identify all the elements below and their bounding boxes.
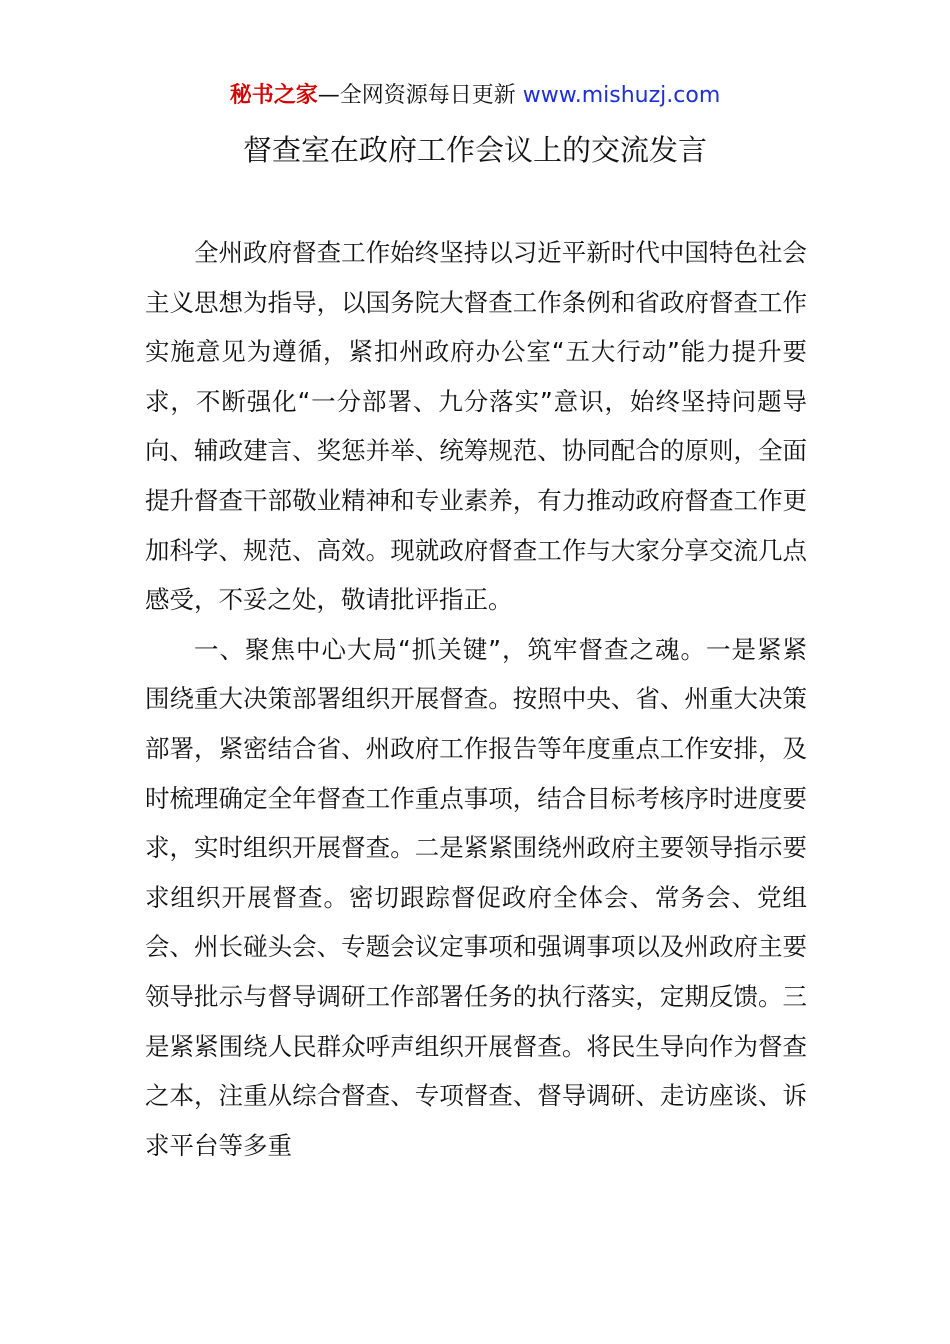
- brand-name: 秘书之家: [229, 83, 318, 108]
- document-body: [145, 228, 807, 1170]
- paragraph-section-one: 一、聚焦中心大局“抓关键”，筑牢督查之魂。一是紧紧围绕重大决策部署组织开展督查。按照中央、省、州重大决策部署，紧密结合省、州政府工作报告等年度重点工作安排，及时梳理确定全年督查工作重点事项，结合目标考核序时进度要求，实时组织开展督查。二是紧紧围绕州政府主要领导指示要求组织开展督查。密切跟踪督促政府全体会、常务会、党组会、州长碰头会、专题会议定事项和强调事项以及州政府主要领导批示与督导调研工作部署任务的执行落实，定期反馈。三是紧紧围绕人民群众呼声组织开展督查。将民生导向作为督查之本，注重从综合督查、专项督查、督导调研、走访座谈、诉求平台等多重: [145, 634, 807, 1160]
- paragraph-intro: 全州政府督查工作始终坚持以习近平新时代中国特色社会主义思想为指导，以国务院大督查工作条例和省政府督查工作实施意见为遵循，紧扣州政府办公室“五大行动”能力提升要求，不断强化“一分部署、九分落实”意识，始终坚持问题导向、辅政建言、奖惩并举、统筹规范、协同配合的原则，全面提升督查干部敬业精神和专业素养，有力推动政府督查工作更加科学、规范、高效。现就政府督查工作与大家分享交流几点感受，不妥之处，敬请批评指正。: [145, 238, 807, 615]
- site-url[interactable]: www.mishuzj.com: [522, 83, 721, 108]
- site-header: [0, 80, 950, 112]
- document-title: 督查室在政府工作会议上的交流发言: [242, 133, 707, 167]
- header-tagline: —全网资源每日更新: [317, 83, 516, 108]
